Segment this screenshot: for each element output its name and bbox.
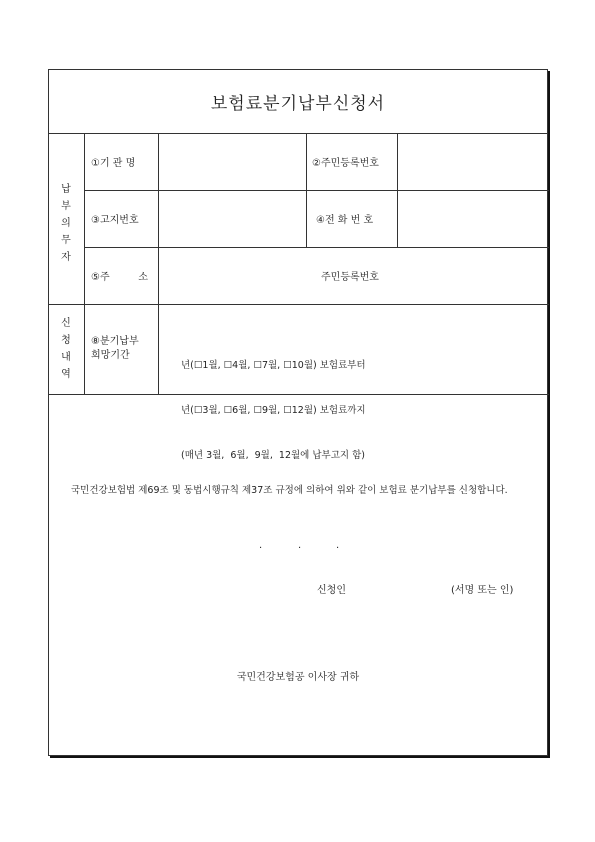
col-divider [158, 133, 159, 394]
signature-label: (서명 또는 인) [451, 585, 514, 596]
recipient-text: 국민건강보험공 이사장 귀하 [236, 672, 360, 683]
notice-no-field[interactable] [161, 190, 301, 247]
col-divider [397, 133, 398, 247]
row-divider [84, 247, 549, 248]
address-resident-no-label: 주민등록번호 [321, 272, 379, 283]
org-name-field[interactable] [161, 133, 301, 190]
resident-no-label: ②주민등록번호 [312, 158, 379, 169]
org-name-label: ①기 관 명 [91, 158, 136, 169]
section-request-label: 신 청 내 역 [61, 318, 71, 380]
address-label: ⑤주 소 [91, 272, 148, 283]
col-divider [306, 133, 307, 247]
notice-no-label: ③고지번호 [91, 215, 139, 226]
period-label: ⑧분기납부 희망기간 [91, 336, 139, 361]
col-divider [84, 133, 85, 394]
period-start-line[interactable]: 년(☐1월, ☐4월, ☐7월, ☐10월) 보험료부터 [181, 360, 366, 371]
section-obligor-label: 납 부 의 무 자 [61, 184, 71, 263]
applicant-label: 신청인 [317, 585, 346, 596]
statement-text: 국민건강보험법 제69조 및 동법시행규칙 제37조 규정에 의하여 위와 같이 보험료 분기납부를 신청합니다. [71, 485, 508, 496]
date-year-dot: . [259, 540, 263, 551]
form-frame [48, 69, 548, 756]
date-day-dot: . [336, 540, 340, 551]
date-month-dot: . [298, 540, 302, 551]
phone-field[interactable] [401, 190, 545, 247]
phone-label: ④전 화 번 호 [316, 215, 374, 226]
period-options [181, 328, 366, 493]
resident-no-field[interactable] [401, 133, 545, 190]
period-end-line[interactable]: 년(☐3월, ☐6월, ☐9월, ☐12월) 보험료까지 [181, 405, 366, 416]
period-note-line: (매년 3월, 6월, 9월, 12월에 납부고지 함) [181, 450, 365, 461]
form-title: 보험료분기납부신청서 [49, 70, 547, 134]
